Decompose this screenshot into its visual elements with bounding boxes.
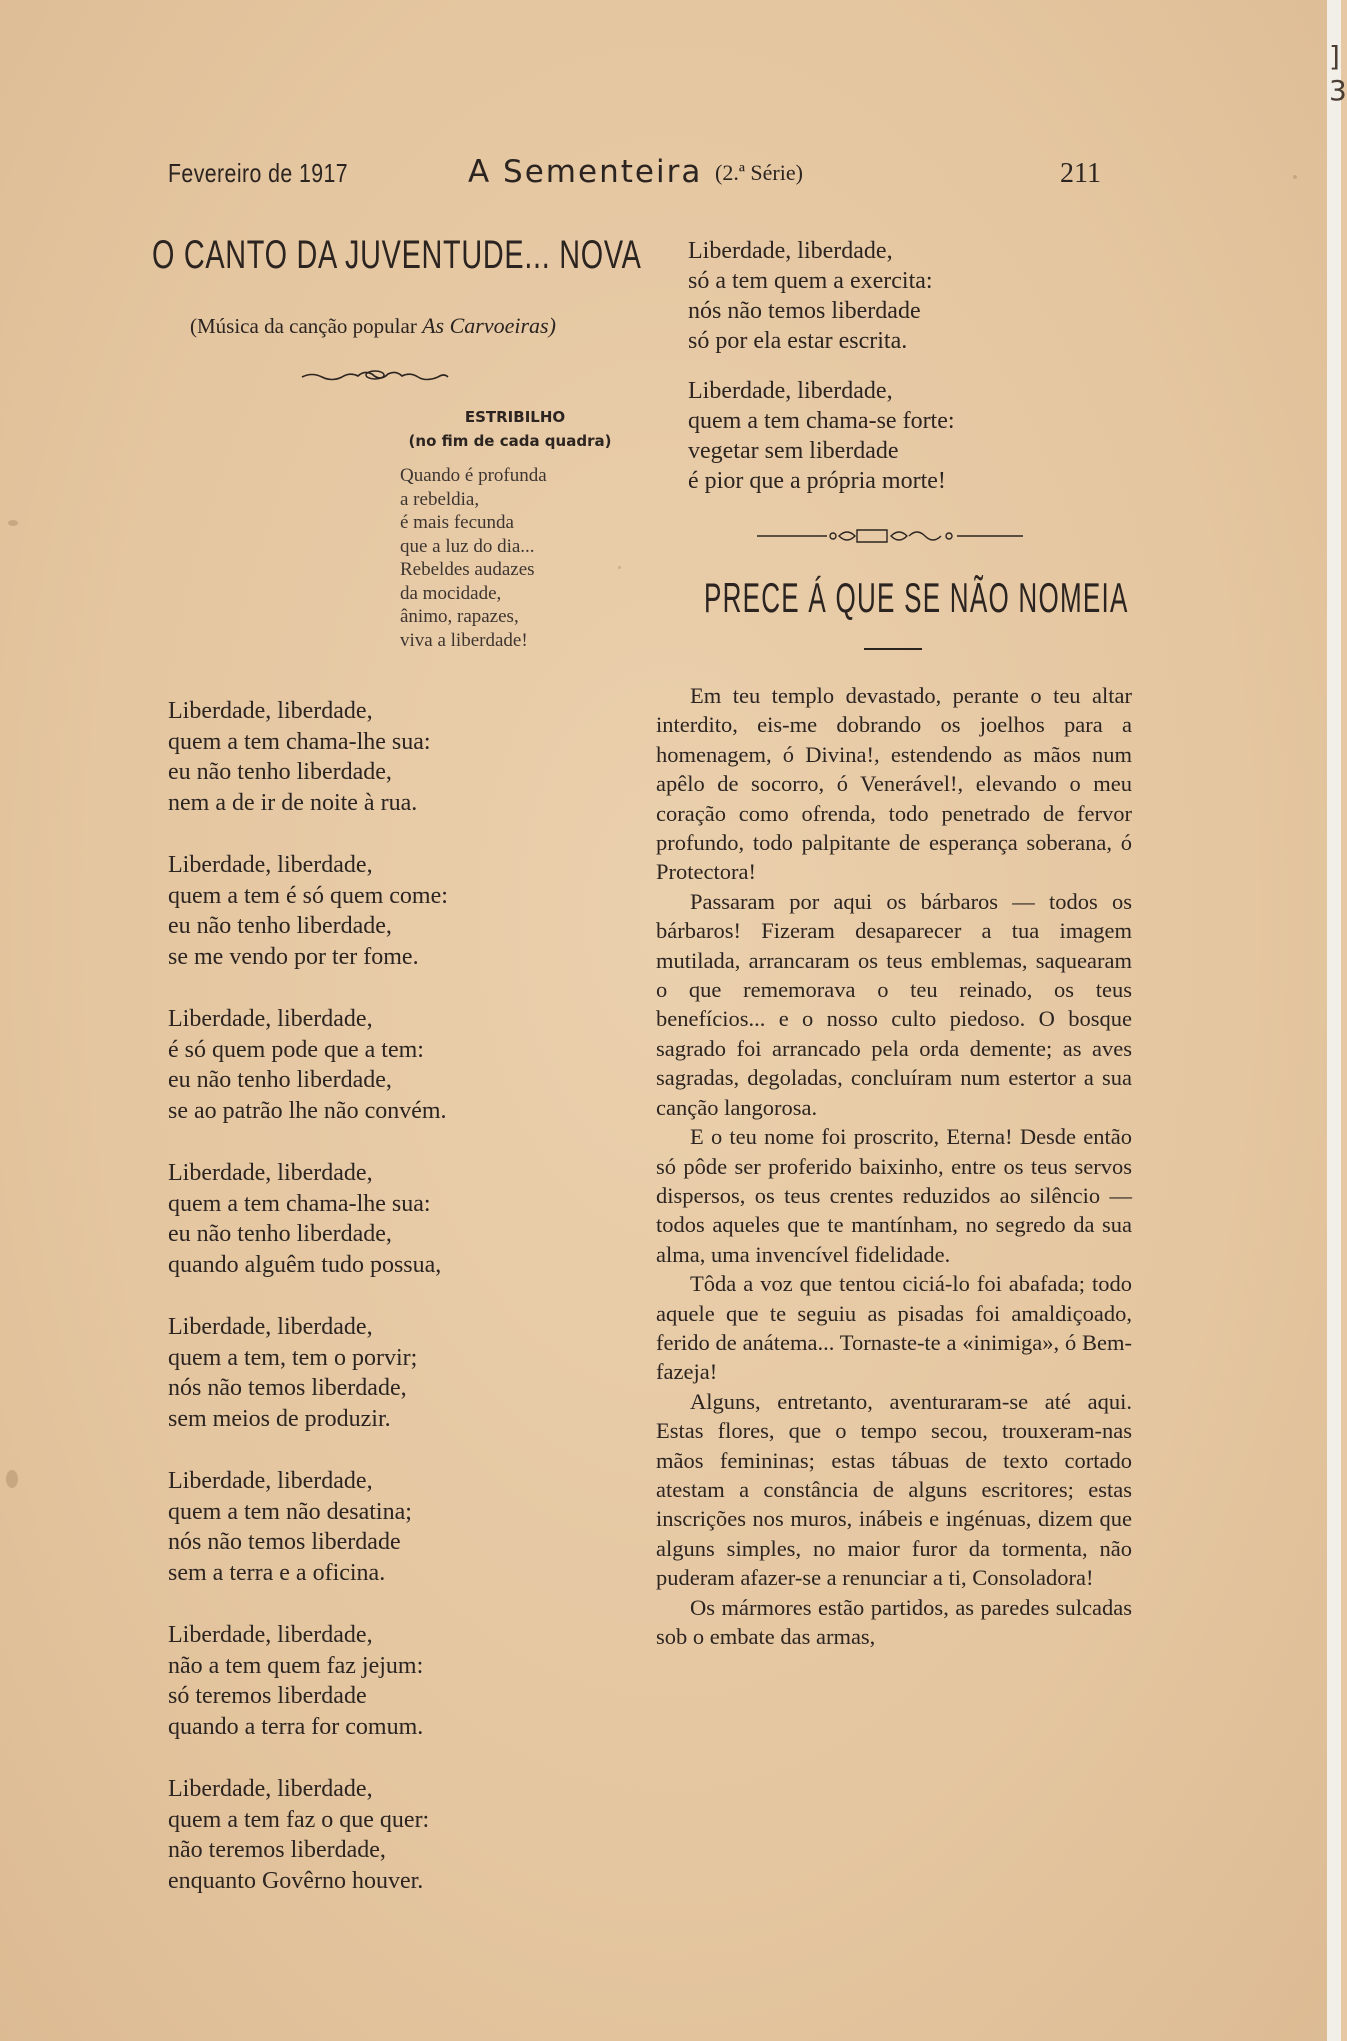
stanza: [168, 1466, 608, 1588]
verse-line: só a tem quem a exercita:: [688, 268, 933, 294]
verse-line: enquanto Govêrno houver.: [168, 1867, 424, 1894]
stanza: [688, 376, 1148, 496]
verse-line: só teremos liberdade: [168, 1683, 367, 1709]
stanza: [168, 1158, 608, 1280]
scan-edge: [1327, 0, 1347, 2041]
verse-line: Liberdade, liberdade,: [168, 1006, 373, 1032]
section-divider-icon: [757, 526, 1023, 546]
verse-line: não teremos liberdade,: [168, 1837, 386, 1863]
verse-line: nós não temos liberdade,: [168, 1375, 407, 1401]
poem-subtitle: [190, 313, 590, 339]
verse-line: quem a tem faz o que quer:: [168, 1806, 430, 1833]
verse-line: Liberdade, liberdade,: [168, 1160, 373, 1186]
margin-mark: 3: [1329, 74, 1347, 107]
poem-stanzas-left: [168, 696, 608, 1928]
verse-line: quando alguêm tudo possua,: [168, 1251, 442, 1278]
verse-line: é mais fecunda: [400, 512, 514, 533]
stanza: [168, 696, 608, 818]
header-title: A Sementeira: [468, 154, 703, 190]
verse-line: da mocidade,: [400, 582, 502, 604]
verse-line: quem a tem chama-lhe sua:: [168, 728, 431, 755]
estribilho-verse: [400, 464, 660, 652]
verse-line: Rebeldes audazes: [400, 559, 535, 580]
verse-line: Liberdade, liberdade,: [168, 698, 373, 724]
verse-line: Liberdade, liberdade,: [168, 852, 373, 878]
subtitle-prefix: (Música da canção popular: [190, 314, 417, 338]
stanza: [168, 1004, 608, 1126]
verse-line: eu não tenho liberdade,: [168, 759, 392, 785]
paper-speck: [6, 1470, 18, 1488]
verse-line: Liberdade, liberdade,: [168, 1468, 373, 1494]
prose-title: PRECE Á QUE SE NÃO NOMEIA: [704, 574, 1129, 621]
verse-line: é só quem pode que a tem:: [168, 1036, 424, 1063]
verse-line: Liberdade, liberdade,: [168, 1776, 373, 1802]
verse-line: quem a tem, tem o porvir;: [168, 1344, 418, 1371]
verse-line: eu não tenho liberdade,: [168, 1221, 392, 1247]
verse-line: viva a liberdade!: [400, 629, 528, 651]
verse-line: que a luz do dia...: [400, 535, 535, 557]
verse-line: nós não temos liberdade: [168, 1529, 401, 1555]
paragraph: Os mármores estão partidos, as paredes sulcadas sob o embate das armas,: [656, 1594, 1132, 1649]
paragraph: Passaram por aqui os bárbaros — todos os bárbaros! Fizeram desaparecer a tua imagem mutilada, arrancaram os teus emblemas, saquearam o que rememorava o teu reinado, os teus benefícios... e o nosso culto piedoso. O bosque sagrado foi arrancado pela orda demente; as aves sagradas, degoladas, concluíram num estertor a sua canção langorosa.: [656, 888, 1132, 1120]
page-number: 211: [1060, 158, 1101, 189]
verse-line: nem a de ir de noite à rua.: [168, 789, 418, 816]
verse-line: Liberdade, liberdade,: [688, 238, 893, 264]
header-series: (2.ª Série): [715, 160, 803, 185]
paper-speck: [618, 566, 621, 569]
verse-line: não a tem quem faz jejum:: [168, 1652, 424, 1679]
paper-speck: [1293, 175, 1297, 179]
stanza: [688, 236, 1148, 356]
stanza: [168, 1620, 608, 1742]
verse-line: sem a terra e a oficina.: [168, 1559, 386, 1586]
margin-marks: [1329, 40, 1347, 108]
verse-line: Quando é profunda: [400, 465, 547, 486]
paper-speck: [8, 520, 18, 526]
estribilho-note: (no fim de cada quadra): [408, 432, 612, 450]
estribilho-label: ESTRIBILHO: [464, 408, 566, 426]
verse-line: quem a tem chama-se forte:: [688, 408, 955, 434]
verse-line: eu não tenho liberdade,: [168, 1067, 392, 1093]
verse-line: se me vendo por ter fome.: [168, 943, 419, 970]
verse-line: quem a tem não desatina;: [168, 1498, 412, 1525]
prose-body: [656, 681, 1132, 1651]
running-header: [168, 154, 1108, 194]
stanza: [168, 1312, 608, 1434]
verse-line: é pior que a própria morte!: [688, 468, 946, 494]
poem-title: O CANTO DA JUVENTUDE... NOVA: [152, 233, 642, 277]
verse-line: se ao patrão lhe não convém.: [168, 1097, 447, 1124]
title-rule: [864, 648, 922, 650]
verse-line: Liberdade, liberdade,: [168, 1622, 373, 1648]
estribilho-heading: [400, 405, 620, 453]
verse-line: quando a terra for comum.: [168, 1713, 424, 1740]
verse-line: Liberdade, liberdade,: [688, 378, 893, 404]
paragraph: E o teu nome foi proscrito, Eterna! Desde então só pôde ser proferido baixinho, entre os teus servos dispersos, os teus crentes reduzidos ao silêncio — todos aqueles que te mantínham, no segredo da sua alma, uma invencível fidelidade.: [656, 1124, 1132, 1267]
verse-line: quem a tem chama-lhe sua:: [168, 1190, 431, 1217]
header-date: Fevereiro de 1917: [168, 158, 349, 188]
subtitle-song: As Carvoeiras): [422, 313, 556, 338]
verse-line: nós não temos liberdade: [688, 298, 921, 324]
poem-stanzas-right: [688, 236, 1148, 516]
stanza: [168, 850, 608, 972]
stanza: [168, 1774, 608, 1896]
ornament-divider-icon: [300, 368, 450, 384]
paragraph: Alguns, entretanto, aventuraram-se até aqui. Estas flores, que o tempo secou, trouxeram-nas mãos femininas; estas tábuas de texto cortado atestam a constância de alguns escritores; estas inscrições nos muros, inábeis e ingénuas, dizem que alguns simples, no maior furor da tormenta, não puderam afazer-se a renunciar a ti, Consoladora!: [656, 1388, 1132, 1591]
verse-line: eu não tenho liberdade,: [168, 913, 392, 939]
paragraph: Em teu templo devastado, perante o teu altar interdito, eis-me dobrando os joelhos para a homenagem, ó Divina!, estendendo as mãos num apêlo de socorro, ó Venerável!, elevando o meu coração como ofrenda, todo penetrado de fervor profundo, todo palpitante de esperança soberana, ó Protectora!: [656, 683, 1132, 885]
paragraph: Tôda a voz que tentou ciciá-lo foi abafada; todo aquele que te seguiu as pisadas foi amaldiçoado, ferido de anátema... Tornaste-te a «inimiga», ó Bem-fazeja!: [656, 1271, 1132, 1385]
verse-line: sem meios de produzir.: [168, 1405, 391, 1432]
margin-mark: ]: [1329, 40, 1340, 73]
verse-line: só por ela estar escrita.: [688, 328, 908, 354]
verse-line: quem a tem é só quem come:: [168, 882, 448, 909]
verse-line: ânimo, rapazes,: [400, 606, 519, 627]
verse-line: Liberdade, liberdade,: [168, 1314, 373, 1340]
verse-line: a rebeldia,: [400, 488, 480, 510]
verse-line: vegetar sem liberdade: [688, 438, 899, 464]
